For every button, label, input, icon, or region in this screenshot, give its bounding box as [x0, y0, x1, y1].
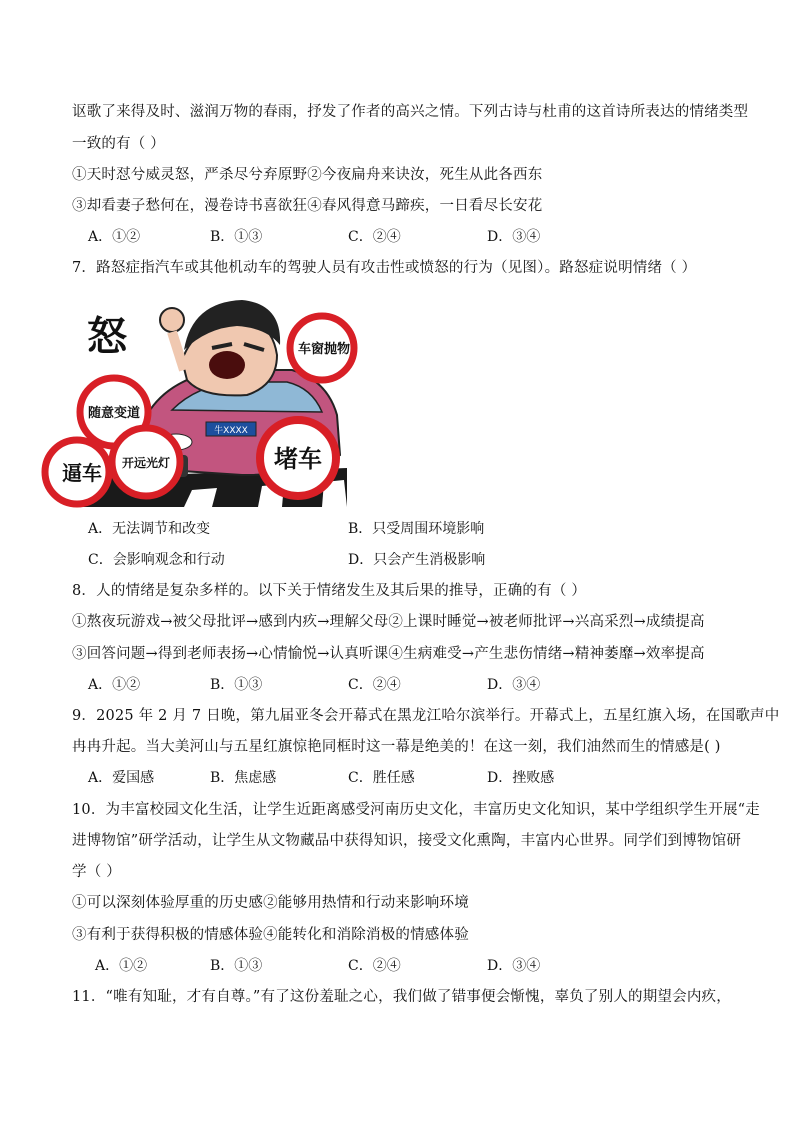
q9-stem-line1: 9．2025 年 2 月 7 日晚，第九届亚冬会开幕式在黑龙江哈尔滨举行。开幕式上，五星红旗入场，在国歌声中	[72, 708, 780, 724]
anger-character: 怒	[87, 313, 127, 360]
q6-option-d[interactable]: D．③④	[487, 229, 541, 245]
sign-traffic-jam	[260, 420, 336, 496]
q10-stem-line3: 学（ ）	[72, 864, 121, 880]
q11-stem-line1: 11．“唯有知耻，才有自尊。”有了这份羞耻之心，我们做了错事便会惭愧，辜负了别人的期望会内疚，	[72, 989, 731, 1005]
q9-option-a[interactable]: A．爱国感	[88, 770, 155, 786]
q6-option-b[interactable]: B．①③	[210, 229, 263, 245]
svg-text:逼车: 逼车	[62, 461, 102, 485]
q6-option-a[interactable]: A．①②	[88, 229, 141, 245]
q10-item-line2: ③有利于获得积极的情感体验④能转化和消除消极的情感体验	[72, 927, 469, 943]
q6-text-line2: 一致的有（ ）	[72, 136, 166, 152]
q8-option-c[interactable]: C．②④	[348, 677, 401, 693]
q10-option-a[interactable]: A．①②	[95, 958, 148, 974]
q10-stem-line2: 进博物馆”研学活动，让学生从文物藏品中获得知识，接受文化熏陶，丰富内心世界。同学们到博物馆研	[72, 833, 742, 849]
sign-window-throwing	[290, 316, 354, 380]
q9-option-d[interactable]: D．挫败感	[487, 770, 555, 786]
q7-option-c[interactable]: C．会影响观念和行动	[88, 552, 225, 568]
q10-item-line1: ①可以深刻体验厚重的历史感②能够用热情和行动来影响环境	[72, 895, 469, 911]
svg-text:开远光灯: 开远光灯	[121, 456, 171, 470]
q8-stem: 8．人的情绪是复杂多样的。以下关于情绪发生及其后果的推导，正确的有（ ）	[72, 583, 587, 599]
q8-option-a[interactable]: A．①②	[88, 677, 141, 693]
q6-item-line2: ③却看妻子愁何在，漫卷诗书喜欲狂④春风得意马蹄疾，一日看尽长安花	[72, 198, 543, 214]
sign-high-beam	[112, 428, 180, 496]
q10-option-d[interactable]: D．③④	[487, 958, 541, 974]
q6-text-line1: 讴歌了来得及时、滋润万物的春雨，抒发了作者的高兴之情。下列古诗与杜甫的这首诗所表达的情绪类型	[72, 104, 749, 120]
q10-option-b[interactable]: B．①③	[210, 958, 263, 974]
q7-option-a[interactable]: A．无法调节和改变	[88, 521, 211, 537]
sign-tailgating	[45, 440, 109, 504]
q8-item-line2: ③回答问题→得到老师表扬→心情愉悦→认真听课④生病难受→产生悲伤情绪→精神萎靡→效率提高	[72, 646, 705, 662]
svg-text:堵车: 堵车	[274, 445, 322, 473]
q9-option-c[interactable]: C．胜任感	[348, 770, 415, 786]
q7-option-d[interactable]: D．只会产生消极影响	[348, 552, 486, 568]
q9-stem-line2: 冉冉升起。当大美河山与五星红旗惊艳同框时这一幕是绝美的！在这一刻，我们油然而生的情感是( )	[72, 739, 721, 755]
q9-option-b[interactable]: B．焦虑感	[210, 770, 277, 786]
svg-text:随意变道: 随意变道	[87, 406, 141, 421]
road-rage-illustration	[62, 290, 351, 507]
q8-option-d[interactable]: D．③④	[487, 677, 541, 693]
svg-text:车窗抛物: 车窗抛物	[297, 342, 351, 357]
q7-option-b[interactable]: B．只受周围环境影响	[348, 521, 485, 537]
q8-item-line1: ①熬夜玩游戏→被父母批评→感到内疚→理解父母②上课时睡觉→被老师批评→兴高采烈→成绩提高	[72, 614, 705, 630]
road-rage-drawing	[62, 290, 351, 507]
q10-stem-line1: 10．为丰富校园文化生活，让学生近距离感受河南历史文化，丰富历史文化知识，某中学组织学生开展“走	[72, 802, 760, 818]
q6-item-line1: ①天时怼兮威灵怒，严杀尽兮弃原野②今夜扁舟来诀汝，死生从此各西东	[72, 167, 543, 183]
license-plate-text: 牛XXXX	[214, 426, 248, 436]
q6-option-c[interactable]: C．②④	[348, 229, 401, 245]
q10-option-c[interactable]: C．②④	[348, 958, 401, 974]
q7-stem: 7．路怒症指汽车或其他机动车的驾驶人员有攻击性或愤怒的行为（见图）。路怒症说明情绪（ ）	[72, 260, 697, 276]
q8-option-b[interactable]: B．①③	[210, 677, 263, 693]
